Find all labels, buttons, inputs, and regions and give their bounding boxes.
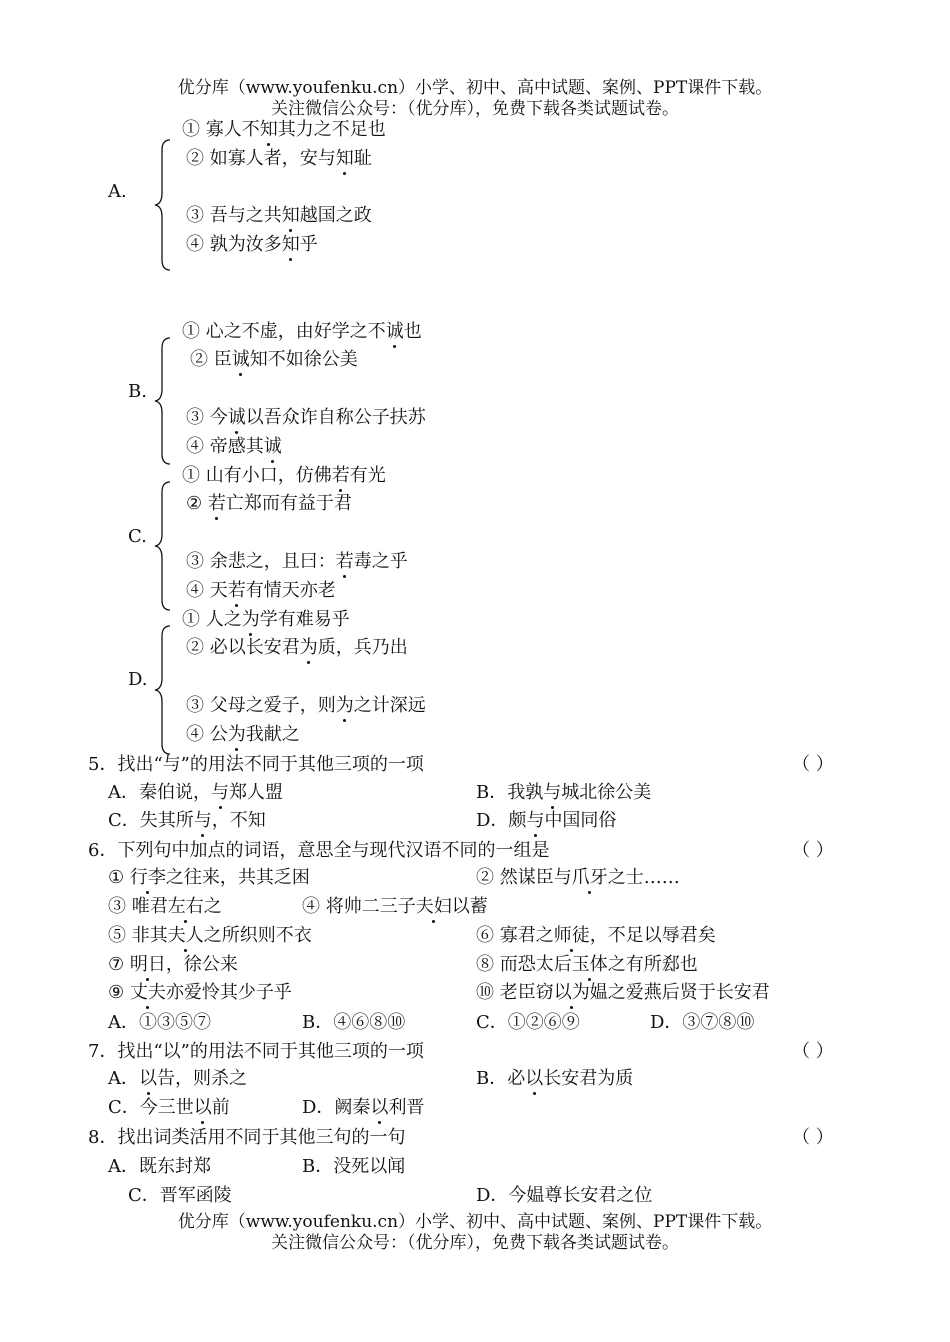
sentence-item (190, 349, 358, 371)
sentence-text: ③ 父母之爱子，则 (186, 695, 336, 716)
sentence-text: 郑人盟 (229, 782, 283, 803)
q8-option-a: A．既东封郑 (108, 1156, 211, 1177)
footer-line-2: 关注微信公众号：（优分库），免费下载各类试题试卷。 (271, 1233, 679, 1253)
sentence-text: 有光 (349, 465, 386, 486)
sentence-text: 之有所郄也 (607, 954, 698, 975)
question-5-stem: 5．找出“与”的用法不同于其他三项的一项 (88, 754, 424, 775)
sentence-text: A．秦伯说， (108, 782, 211, 803)
q7-option-c (108, 1097, 230, 1119)
emphasized-word: 师徒 (553, 925, 590, 946)
emphasized-word: 左右 (167, 896, 204, 917)
sentence-text: B．我孰 (476, 782, 544, 803)
emphasized-word: 以 (139, 1068, 157, 1089)
brace-icon (152, 624, 174, 756)
sentence-text: ⑦ (108, 954, 130, 975)
answer-blank: （ ） (792, 1041, 834, 1062)
footer-line-1: 优分库（www.youfenku.cn）小学、初中、高中试题、案例、PPT课件下载。 (177, 1212, 773, 1232)
q6-option-c: C．①②⑥⑨ (476, 1012, 580, 1033)
emphasized-word: 与 (526, 810, 545, 831)
q6-sentence (108, 982, 292, 1004)
emphasized-word: 丈夫 (129, 982, 166, 1003)
brace-icon (152, 336, 174, 466)
q7-option-a (108, 1068, 247, 1090)
sentence-text: 利晋 (388, 1097, 425, 1118)
emphasized-word: 若 (227, 580, 246, 601)
sentence-item (186, 580, 336, 602)
sentence-text: 媪之爱燕后贤于长安君 (589, 982, 770, 1003)
q5-option-d (476, 810, 616, 832)
sentence-text: 以吾众诈自称公子扶苏 (245, 407, 426, 428)
question-6-stem: 6．下列句中加点的词语，意思全与现代汉语不同的一组是 (88, 840, 550, 861)
sentence-text: ① 心之不虚，由好学之不 (182, 321, 386, 342)
q6-sentence (108, 867, 310, 889)
sentence-item (186, 695, 426, 717)
header-line-2: 关注微信公众号：（优分库），免费下载各类试题试卷。 (271, 99, 679, 119)
sentence-text: ，不足以辱君矣 (589, 925, 716, 946)
sentence-text: 之士…… (607, 867, 680, 888)
emphasized-word: 诚 (263, 436, 282, 457)
sentence-text: 乎 (299, 234, 318, 255)
sentence-item (186, 436, 282, 458)
answer-blank: （ ） (792, 754, 834, 775)
emphasized-word: 与 (543, 782, 562, 803)
q6-sentence (476, 982, 770, 1004)
emphasized-word: 夫人 (167, 925, 204, 946)
sentence-text: B．必 (476, 1068, 526, 1089)
sentence-text: ② 必以长安君 (186, 637, 300, 658)
option-label: B. (128, 381, 147, 402)
emphasized-word: 为 (335, 695, 354, 716)
sentence-text: 耻 (353, 148, 372, 169)
sentence-text: ③ 吾与之共 (186, 205, 282, 226)
sentence-text: ⑧ 而恐太后 (476, 954, 572, 975)
q7-option-b (476, 1068, 633, 1090)
question-7-stem: 7．找出“以”的用法不同于其他三项的一项 (88, 1041, 424, 1062)
sentence-text: 长安君为质 (543, 1068, 634, 1089)
emphasized-word: 若 (207, 493, 226, 514)
sentence-text: ② 臣 (190, 349, 232, 370)
answer-blank: （ ） (792, 840, 834, 861)
emphasized-word: 明日 (129, 954, 166, 975)
emphasized-word: 以 (193, 1097, 212, 1118)
q7-option-d (302, 1097, 424, 1119)
sentence-text: ② 然谋臣与 (476, 867, 572, 888)
emphasized-word: 以为 (553, 982, 590, 1003)
sentence-text: C．今三世 (108, 1097, 194, 1118)
emphasized-word: 夫妇 (415, 896, 452, 917)
sentence-item (186, 637, 408, 659)
q6-option-d: D．③⑦⑧⑩ (650, 1012, 755, 1033)
sentence-text: 质，兵乃出 (317, 637, 408, 658)
sentence-text: ② 如寡人者，安与 (186, 148, 336, 169)
q6-sentence (108, 896, 222, 918)
sentence-text: A． (108, 1068, 139, 1089)
sentence-text: D．阙秦 (302, 1097, 371, 1118)
q6-sentence (476, 954, 698, 976)
emphasized-word: 为 (241, 609, 260, 630)
sentence-text: D．颇 (476, 810, 527, 831)
sentence-text: 中国同俗 (544, 810, 617, 831)
emphasized-word: 知 (259, 119, 278, 140)
q6-sentence (108, 954, 238, 976)
emphasized-word: 与 (211, 782, 229, 803)
sentence-text: C．失其所 (108, 810, 194, 831)
sentence-text: ④ 帝感其 (186, 436, 264, 457)
sentence-text: ④ 将帅二三子 (302, 896, 416, 917)
sentence-text: ② (186, 493, 208, 514)
q6-option-b: B．④⑥⑧⑩ (302, 1012, 406, 1033)
header-line-1: 优分库（www.youfenku.cn）小学、初中、高中试题、案例、PPT课件下载。 (177, 78, 773, 98)
q6-option-a: A．①③⑤⑦ (108, 1012, 211, 1033)
sentence-text: ① 山有小口，仿佛 (182, 465, 332, 486)
sentence-text: 学有难易乎 (259, 609, 350, 630)
sentence-text: 城北徐公美 (561, 782, 652, 803)
sentence-text: 亦爱怜其少子乎 (165, 982, 292, 1003)
emphasized-word: 为 (227, 724, 246, 745)
q6-sentence (476, 925, 716, 947)
q8-option-d: D．今媪尊长安君之位 (476, 1185, 653, 1206)
sentence-text: ⑥ 寡君之 (476, 925, 554, 946)
sentence-text: ⑨ (108, 982, 130, 1003)
sentence-text: ① 人之 (182, 609, 242, 630)
emphasized-word: 爪牙 (571, 867, 608, 888)
sentence-item (186, 407, 426, 429)
emphasized-word: 为 (299, 637, 318, 658)
brace-icon (152, 480, 174, 612)
sentence-text: 有情天亦老 (245, 580, 336, 601)
sentence-text: ，徐公来 (165, 954, 238, 975)
answer-blank: （ ） (792, 1127, 834, 1148)
sentence-item (186, 493, 352, 515)
q6-sentence (476, 867, 680, 889)
sentence-text: 也 (403, 321, 422, 342)
sentence-item (186, 724, 300, 746)
sentence-text: 越国之政 (299, 205, 372, 226)
emphasized-word: 若 (331, 465, 350, 486)
emphasized-word: 诚 (385, 321, 404, 342)
sentence-text: ④ 天 (186, 580, 228, 601)
sentence-text: ① 寡人不 (182, 119, 260, 140)
sentence-item (186, 234, 318, 256)
emphasized-word: 若 (335, 551, 354, 572)
sentence-text: ③ 唯君 (108, 896, 168, 917)
sentence-text: ① (108, 867, 130, 888)
sentence-text: 之所织则不衣 (203, 925, 312, 946)
sentence-text: 前 (211, 1097, 230, 1118)
question-8-stem: 8．找出词类活用不同于其他三句的一句 (88, 1127, 406, 1148)
emphasized-word: 以 (370, 1097, 389, 1118)
emphasized-word: 知 (281, 205, 300, 226)
sentence-text: ⑩ 老臣窃 (476, 982, 554, 1003)
sentence-text: ④ 公 (186, 724, 228, 745)
q5-option-c (108, 810, 266, 832)
emphasized-word: 诚 (227, 407, 246, 428)
sentence-text: ③ 余悲之，且曰： (186, 551, 336, 572)
sentence-text: 亡郑而有益于君 (225, 493, 352, 514)
option-label: C. (128, 526, 147, 547)
sentence-item (182, 321, 422, 343)
sentence-text: 之往来，共其乏困 (165, 867, 310, 888)
q5-option-a (108, 782, 283, 804)
emphasized-word: 与 (193, 810, 212, 831)
emphasized-word: 玉体 (571, 954, 608, 975)
q6-sentence (302, 896, 488, 918)
sentence-text: ，不知 (211, 810, 266, 831)
sentence-text: 之计深远 (353, 695, 426, 716)
sentence-item (186, 551, 408, 573)
emphasized-word: 知 (281, 234, 300, 255)
option-label: D. (128, 669, 148, 690)
sentence-text: 告，则杀之 (157, 1068, 247, 1089)
sentence-text: ⑤ 非其 (108, 925, 168, 946)
q6-sentence (108, 925, 312, 947)
sentence-item (182, 609, 350, 631)
sentence-text: 毒之乎 (353, 551, 408, 572)
sentence-text: ④ 孰为汝多 (186, 234, 282, 255)
sentence-text: 其力之不足也 (277, 119, 386, 140)
emphasized-word: 行李 (129, 867, 166, 888)
q8-option-c: C．晋军函陵 (128, 1185, 232, 1206)
sentence-item (186, 148, 372, 170)
sentence-text: 之 (203, 896, 222, 917)
sentence-text: ③ 今 (186, 407, 228, 428)
sentence-item (182, 465, 386, 487)
q8-option-b: B．没死以闻 (302, 1156, 406, 1177)
q5-option-b (476, 782, 651, 804)
option-label: A. (108, 181, 127, 202)
emphasized-word: 以 (525, 1068, 544, 1089)
sentence-text: 以蓄 (451, 896, 488, 917)
emphasized-word: 诚 (231, 349, 250, 370)
sentence-item (182, 119, 386, 141)
sentence-item (186, 205, 372, 227)
brace-icon (152, 138, 174, 272)
sentence-text: 知不如徐公美 (249, 349, 358, 370)
emphasized-word: 知 (335, 148, 354, 169)
sentence-text: 我献之 (245, 724, 300, 745)
